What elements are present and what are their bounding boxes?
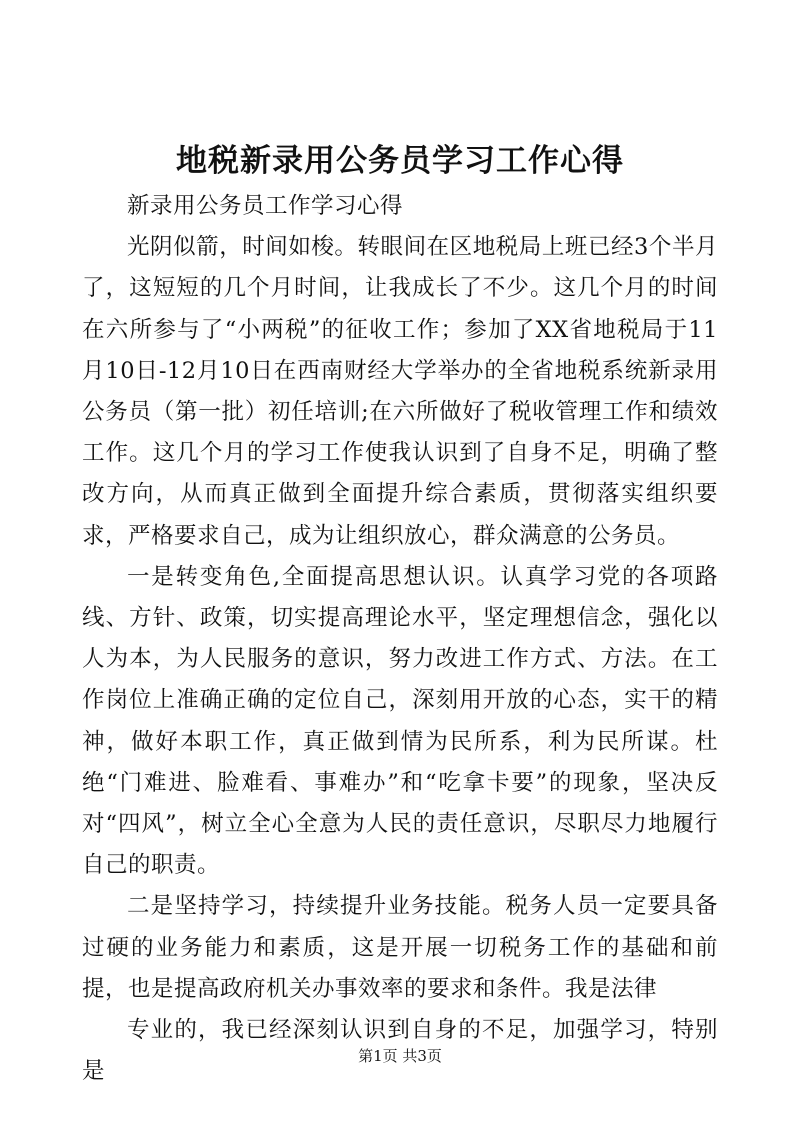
- document-title: 地税新录用公务员学习工作心得: [176, 143, 624, 179]
- point-two-paragraph: 二是坚持学习，持续提升业务技能。税务人员一定要具备过硬的业务能力和素质，这是开展一切税务工作的基础和前提，也是提高政府机关办事效率的要求和条件。我是法律: [82, 893, 718, 1002]
- point-one-paragraph: 一是转变角色,全面提高思想认识。认真学习党的各项路线、方针、政策，切实提高理论水平，坚定理想信念，强化以人为本，为人民服务的意识，努力改进工作方式、方法。在工作岗位上准确正确的定位自己，深刻用开放的心态，实干的精神，做好本职工作，真正做到情为民所系，利为民所谋。杜绝“门难进、脸难看、事难办”和“吃拿卡要”的现象，坚决反对“四风”，树立全心全意为人民的责任意识，尽职尽力地履行自己的职责。: [82, 563, 718, 879]
- intro-paragraph: 光阴似箭，时间如梭。转眼间在区地税局上班已经3个半月了，这短短的几个月时间，让我成长了不少。这几个月的时间在六所参与了“小两税”的征收工作；参加了XX省地税局于11月10日-12月10日在西南财经大学举办的全省地税系统新录用公务员（第一批）初任培训;在六所做好了税收管理工作和绩效工作。这几个月的学习工作使我认识到了自身不足，明确了整改方向，从而真正做到全面提升综合素质，贯彻落实组织要求，严格要求自己，成为让组织放心，群众满意的公务员。: [82, 234, 718, 549]
- continuation-paragraph: 专业的，我已经深刻认识到自身的不足，加强学习，特别是: [82, 1017, 718, 1085]
- document-body: [82, 186, 718, 1092]
- subtitle-paragraph: 新录用公务员工作学习心得: [127, 193, 404, 219]
- page-footer: 第1页 共3页: [358, 1047, 442, 1065]
